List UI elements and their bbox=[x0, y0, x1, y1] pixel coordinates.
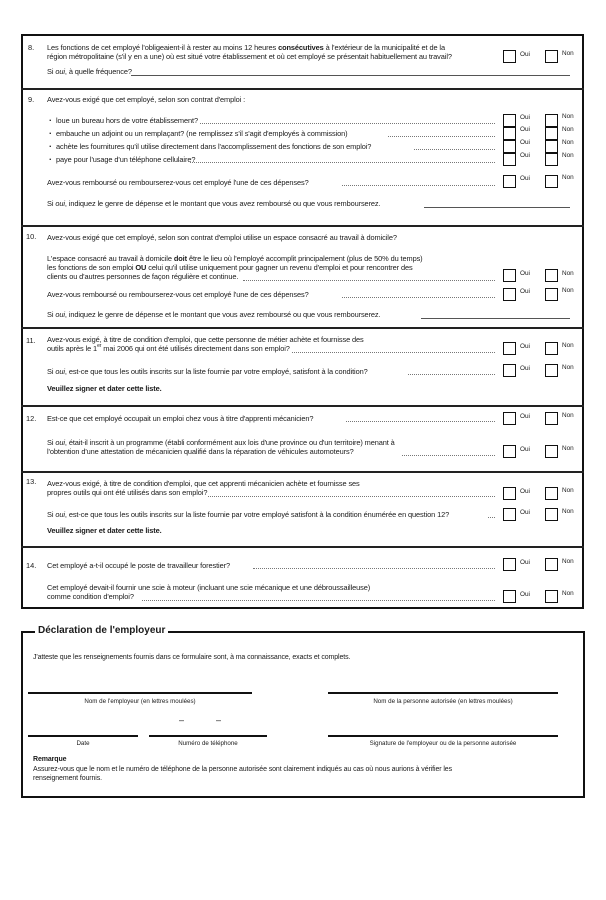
yes-label: Oui bbox=[520, 446, 530, 453]
yes-checkbox[interactable] bbox=[503, 487, 516, 500]
yes-checkbox[interactable] bbox=[503, 140, 516, 153]
remark-title: Remarque bbox=[33, 756, 67, 763]
no-checkbox[interactable] bbox=[545, 153, 558, 166]
leader-dots bbox=[342, 185, 495, 186]
no-label: Non bbox=[562, 50, 574, 57]
leader-dots bbox=[190, 162, 495, 163]
no-checkbox[interactable] bbox=[545, 364, 558, 377]
yes-label: Oui bbox=[520, 413, 530, 420]
yes-checkbox[interactable] bbox=[503, 127, 516, 140]
yes-checkbox[interactable] bbox=[503, 175, 516, 188]
yes-label: Oui bbox=[520, 175, 530, 182]
note-text: les fonctions de son emploi OU celui qu'il utilise uniquement pour gagner un revenu d'emploi et pour rencontrer des bbox=[47, 263, 413, 272]
sign-instruction: Veuillez signer et dater cette liste. bbox=[47, 384, 162, 393]
signature-field[interactable] bbox=[328, 735, 558, 737]
question-number: 10. bbox=[26, 232, 37, 241]
yes-label: Oui bbox=[520, 343, 530, 350]
no-label: Non bbox=[562, 590, 574, 597]
attestation-text: J'atteste que les renseignements fournis dans ce formulaire sont, à ma connaissance, exacts et complets. bbox=[33, 654, 351, 661]
follow-question: Si oui, était-il inscrit à un programme (établi conformément aux lois d'une province ou d'un territoire) menant à bbox=[47, 438, 395, 447]
yes-label: Oui bbox=[520, 288, 530, 295]
no-label: Non bbox=[562, 270, 574, 277]
no-checkbox[interactable] bbox=[545, 269, 558, 282]
leader-dots bbox=[292, 352, 495, 353]
yes-checkbox[interactable] bbox=[503, 153, 516, 166]
leader-dots bbox=[208, 496, 495, 497]
no-label: Non bbox=[562, 152, 574, 159]
yes-label: Oui bbox=[520, 114, 530, 121]
declaration-title: Déclaration de l'employeur bbox=[38, 625, 166, 636]
yes-checkbox[interactable] bbox=[503, 590, 516, 603]
no-checkbox[interactable] bbox=[545, 342, 558, 355]
yes-checkbox[interactable] bbox=[503, 288, 516, 301]
phone-field[interactable] bbox=[149, 735, 267, 737]
question-number: 12. bbox=[26, 414, 37, 423]
date-field[interactable] bbox=[28, 735, 138, 737]
yes-label: Oui bbox=[520, 51, 530, 58]
question-number: 13. bbox=[26, 477, 37, 486]
question-number: 11. bbox=[26, 336, 36, 345]
no-checkbox[interactable] bbox=[545, 445, 558, 458]
question-text: comme condition d'emploi? bbox=[47, 592, 134, 601]
section-divider bbox=[21, 225, 584, 227]
yes-label: Oui bbox=[520, 509, 530, 516]
yes-label: Oui bbox=[520, 152, 530, 159]
yes-checkbox[interactable] bbox=[503, 508, 516, 521]
authorized-name-caption: Nom de la personne autorisée (en lettres moulées) bbox=[373, 698, 513, 705]
frequency-field[interactable] bbox=[131, 75, 570, 76]
no-checkbox[interactable] bbox=[545, 127, 558, 140]
yes-checkbox[interactable] bbox=[503, 342, 516, 355]
item-text: achète les fournitures qu'il utilise directement dans l'accomplissement des fonctions de son emploi? bbox=[56, 142, 372, 151]
phone-caption: Numéro de téléphone bbox=[178, 740, 238, 747]
no-checkbox[interactable] bbox=[545, 50, 558, 63]
expense-label: Si oui, indiquez le genre de dépense et le montant que vous avez remboursé ou que vous rembourserez. bbox=[47, 310, 381, 319]
bullet-icon: . bbox=[49, 126, 52, 136]
remark-text: renseignement fournis. bbox=[33, 775, 103, 782]
section-divider bbox=[21, 546, 584, 548]
sign-instruction: Veuillez signer et dater cette liste. bbox=[47, 526, 162, 535]
yes-label: Oui bbox=[520, 365, 530, 372]
section-divider bbox=[21, 471, 584, 473]
expense-label: Si oui, indiquez le genre de dépense et le montant que vous avez remboursé ou que vous rembourserez. bbox=[47, 199, 381, 208]
question-number: 8. bbox=[28, 43, 35, 52]
leader-dots bbox=[402, 455, 495, 456]
reimburse-question: Avez-vous remboursé ou rembourserez-vous cet employé l'une de ces dépenses? bbox=[47, 290, 309, 299]
yes-checkbox[interactable] bbox=[503, 114, 516, 127]
yes-checkbox[interactable] bbox=[503, 50, 516, 63]
no-checkbox[interactable] bbox=[545, 114, 558, 127]
expense-field[interactable] bbox=[424, 207, 570, 208]
no-label: Non bbox=[562, 412, 574, 419]
yes-label: Oui bbox=[520, 559, 530, 566]
leader-dots bbox=[346, 421, 495, 422]
note-text: clients ou d'autres personnes de façon régulière et continue. bbox=[47, 272, 239, 281]
leader-dots bbox=[388, 136, 495, 137]
reimburse-question: Avez-vous remboursé ou rembourserez-vous cet employé l'une de ces dépenses? bbox=[47, 178, 309, 187]
box-border bbox=[21, 631, 35, 633]
question-text: Les fonctions de cet employé l'obligeaient-il à rester au moins 12 heures consécutives à l'extérieur de la municipalité et de la bbox=[47, 43, 445, 52]
authorized-name-field[interactable] bbox=[328, 692, 558, 694]
question-text: Avez-vous exigé que cet employé, selon son contrat d'emploi utilise un espace consacré au travail à domicile? bbox=[47, 233, 397, 242]
item-text: loue un bureau hors de votre établissement? bbox=[56, 116, 198, 125]
question-text: Avez-vous exigé que cet employé, selon son contrat d'emploi : bbox=[47, 95, 246, 104]
no-label: Non bbox=[562, 487, 574, 494]
no-checkbox[interactable] bbox=[545, 288, 558, 301]
no-checkbox[interactable] bbox=[545, 558, 558, 571]
leader-dots bbox=[253, 568, 495, 569]
no-checkbox[interactable] bbox=[545, 140, 558, 153]
follow-question: Si oui, est-ce que tous les outils inscrits sur la liste fournie par votre employé, satisfont à la condition? bbox=[47, 367, 368, 376]
question-text: outils après le 1er mai 2006 qui ont été utilisés directement dans son emploi? bbox=[47, 343, 290, 353]
employer-name-caption: Nom de l'employeur (en lettres moulées) bbox=[84, 698, 196, 705]
yes-label: Oui bbox=[520, 270, 530, 277]
leader-dots bbox=[408, 374, 495, 375]
leader-dots bbox=[488, 517, 495, 518]
employer-name-field[interactable] bbox=[28, 692, 252, 694]
section-divider bbox=[21, 88, 584, 90]
bullet-icon: . bbox=[49, 113, 52, 123]
date-caption: Date bbox=[76, 740, 90, 747]
question-text: Avez-vous exigé, à titre de condition d'emploi, que cette personne de métier achète et fournisse des bbox=[47, 335, 364, 344]
question-text: propres outils qui ont été utilisés dans son emploi? bbox=[47, 488, 208, 497]
leader-dots bbox=[243, 280, 495, 281]
leader-dots bbox=[142, 600, 495, 601]
phone-separator: – bbox=[216, 715, 222, 725]
no-label: Non bbox=[562, 113, 574, 120]
leader-dots bbox=[414, 149, 495, 150]
question-number: 14. bbox=[26, 561, 37, 570]
question-number: 9. bbox=[28, 95, 35, 104]
no-checkbox[interactable] bbox=[545, 412, 558, 425]
item-text: paye pour l'usage d'un téléphone cellulaire? bbox=[56, 155, 196, 164]
no-label: Non bbox=[562, 139, 574, 146]
yes-checkbox[interactable] bbox=[503, 412, 516, 425]
yes-label: Oui bbox=[520, 126, 530, 133]
yes-label: Oui bbox=[520, 488, 530, 495]
remark-text: Assurez-vous que le nom et le numéro de téléphone de la personne autorisée sont clairement indiqués au cas où nous aurions à vérifier les bbox=[33, 766, 453, 773]
no-label: Non bbox=[562, 508, 574, 515]
no-label: Non bbox=[562, 558, 574, 565]
yes-checkbox[interactable] bbox=[503, 558, 516, 571]
question-text: Cet employé devait-il fournir une scie à moteur (incluant une scie mécanique et une débroussailleuse) bbox=[47, 583, 371, 592]
question-text: Est-ce que cet employé occupait un emploi chez vous à titre d'apprenti mécanicien? bbox=[47, 414, 314, 423]
question-text: Avez-vous exigé, à titre de condition d'emploi, que cet apprenti mécanicien achète et fournisse ses bbox=[47, 479, 360, 488]
follow-question: Si oui, est-ce que tous les outils inscrits sur la liste fournie par votre employé satisfont à la condition énumérée en question 12? bbox=[47, 510, 450, 519]
section-divider bbox=[21, 405, 584, 407]
yes-checkbox[interactable] bbox=[503, 269, 516, 282]
no-label: Non bbox=[562, 126, 574, 133]
yes-checkbox[interactable] bbox=[503, 445, 516, 458]
leader-dots bbox=[342, 297, 495, 298]
no-label: Non bbox=[562, 174, 574, 181]
no-checkbox[interactable] bbox=[545, 590, 558, 603]
no-checkbox[interactable] bbox=[545, 487, 558, 500]
yes-label: Oui bbox=[520, 591, 530, 598]
yes-label: Oui bbox=[520, 139, 530, 146]
phone-separator: – bbox=[179, 715, 185, 725]
question-text: Cet employé a-t-il occupé le poste de travailleur forestier? bbox=[47, 561, 230, 570]
bullet-icon: . bbox=[49, 152, 52, 162]
no-label: Non bbox=[562, 287, 574, 294]
signature-caption: Signature de l'employeur ou de la personne autorisée bbox=[369, 740, 517, 747]
no-label: Non bbox=[562, 342, 574, 349]
no-label: Non bbox=[562, 364, 574, 371]
no-checkbox[interactable] bbox=[545, 508, 558, 521]
expense-field[interactable] bbox=[421, 318, 570, 319]
item-text: embauche un adjoint ou un remplaçant? (ne remplissez s'il s'agit d'employés à commission) bbox=[56, 129, 348, 138]
frequency-label: Si oui, à quelle fréquence? bbox=[47, 67, 132, 76]
note-text: L'espace consacré au travail à domicile doit être le lieu où l'employé accomplit principalement (plus de 50% du temps) bbox=[47, 254, 423, 263]
no-label: Non bbox=[562, 445, 574, 452]
leader-dots bbox=[200, 123, 495, 124]
no-checkbox[interactable] bbox=[545, 175, 558, 188]
bullet-icon: . bbox=[49, 139, 52, 149]
section-divider bbox=[21, 327, 584, 329]
follow-question: l'obtention d'une attestation de mécanicien qualifié dans la réparation de véhicules automoteurs? bbox=[47, 447, 354, 456]
question-text: région métropolitaine (s'il y en a une) où est situé votre établissement et où cet employé se présentait habituellement au travail? bbox=[47, 52, 452, 61]
yes-checkbox[interactable] bbox=[503, 364, 516, 377]
box-border bbox=[168, 631, 585, 633]
